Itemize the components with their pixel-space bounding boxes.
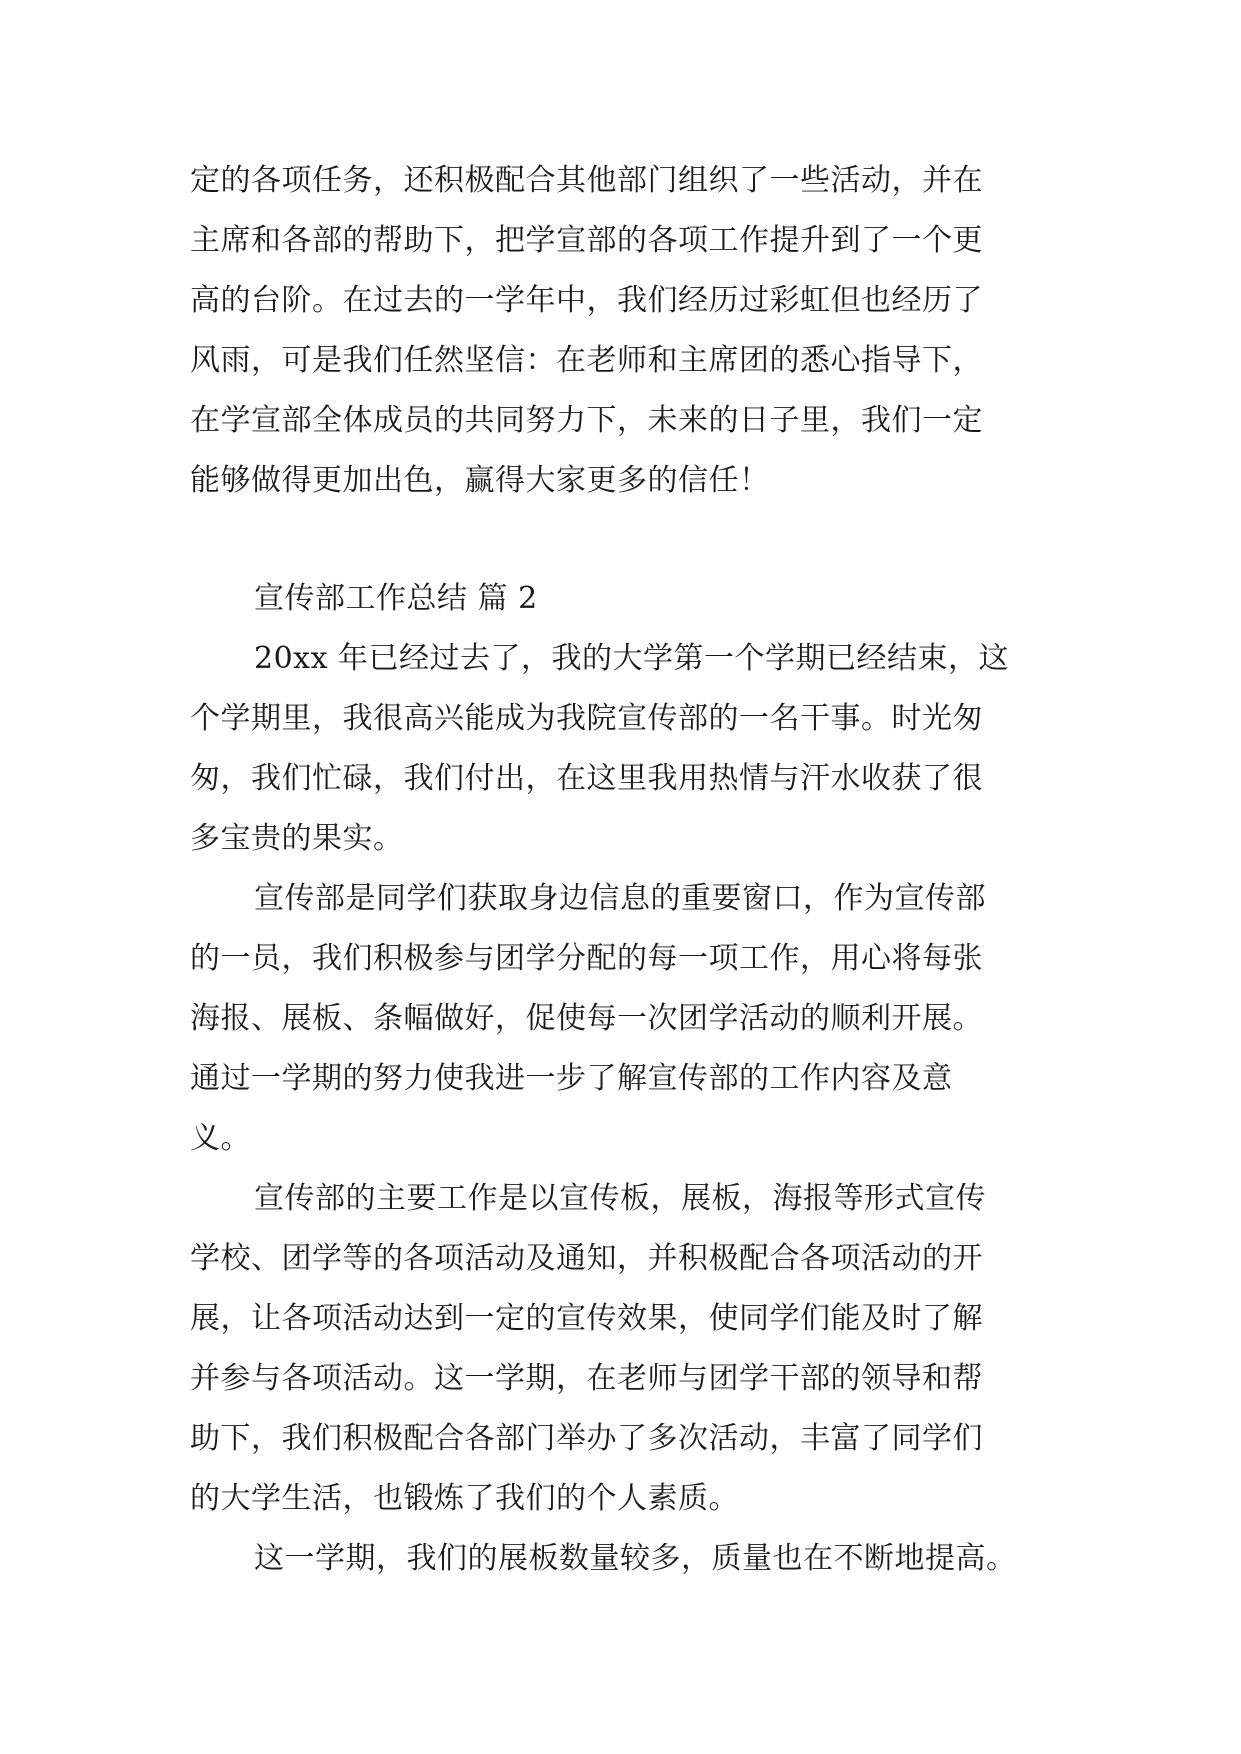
- text-line: 风雨，可是我们任然坚信：在老师和主席团的悉心指导下，: [190, 343, 983, 378]
- text-line: 助下，我们积极配合各部门举办了多次活动，丰富了同学们: [190, 1421, 983, 1456]
- text-line: 展，让各项活动达到一定的宣传效果，使同学们能及时了解: [190, 1301, 983, 1336]
- text-line: 多宝贵的果实。: [190, 821, 404, 856]
- text-line: 20xx 年已经过去了，我的大学第一个学期已经结束，这: [254, 641, 1010, 676]
- text-line: 海报、展板、条幅做好，促使每一次团学活动的顺利开展。: [190, 1001, 983, 1036]
- text-line: 的大学生活，也锻炼了我们的个人素质。: [190, 1481, 739, 1516]
- text-line: 高的台阶。在过去的一学年中，我们经历过彩虹但也经历了: [190, 283, 983, 318]
- text-line: 在学宣部全体成员的共同努力下，未来的日子里，我们一定: [190, 403, 983, 438]
- text-line: 主席和各部的帮助下，把学宣部的各项工作提升到了一个更: [190, 223, 983, 258]
- text-line: 学校、团学等的各项活动及通知，并积极配合各项活动的开: [190, 1241, 983, 1276]
- text-line: 匆，我们忙碌，我们付出，在这里我用热情与汗水收获了很: [190, 761, 983, 796]
- text-line: 通过一学期的努力使我进一步了解宣传部的工作内容及意: [190, 1061, 953, 1096]
- text-line: 宣传部是同学们获取身边信息的重要窗口，作为宣传部: [254, 881, 986, 916]
- text-line: 的一员，我们积极参与团学分配的每一项工作，用心将每张: [190, 941, 983, 976]
- section-heading: 宣传部工作总结 篇 2: [254, 581, 538, 616]
- text-line: 并参与各项活动。这一学期，在老师与团学干部的领导和帮: [190, 1361, 983, 1396]
- text-line: 宣传部的主要工作是以宣传板，展板，海报等形式宣传: [254, 1181, 986, 1216]
- text-line: 义。: [190, 1121, 251, 1156]
- text-line: 能够做得更加出色，赢得大家更多的信任！: [190, 463, 770, 498]
- text-line: 定的各项任务，还积极配合其他部门组织了一些活动，并在: [190, 163, 983, 198]
- text-line: 个学期里，我很高兴能成为我院宣传部的一名干事。时光匆: [190, 701, 983, 736]
- text-line: 这一学期，我们的展板数量较多，质量也在不断地提高。: [254, 1541, 1017, 1576]
